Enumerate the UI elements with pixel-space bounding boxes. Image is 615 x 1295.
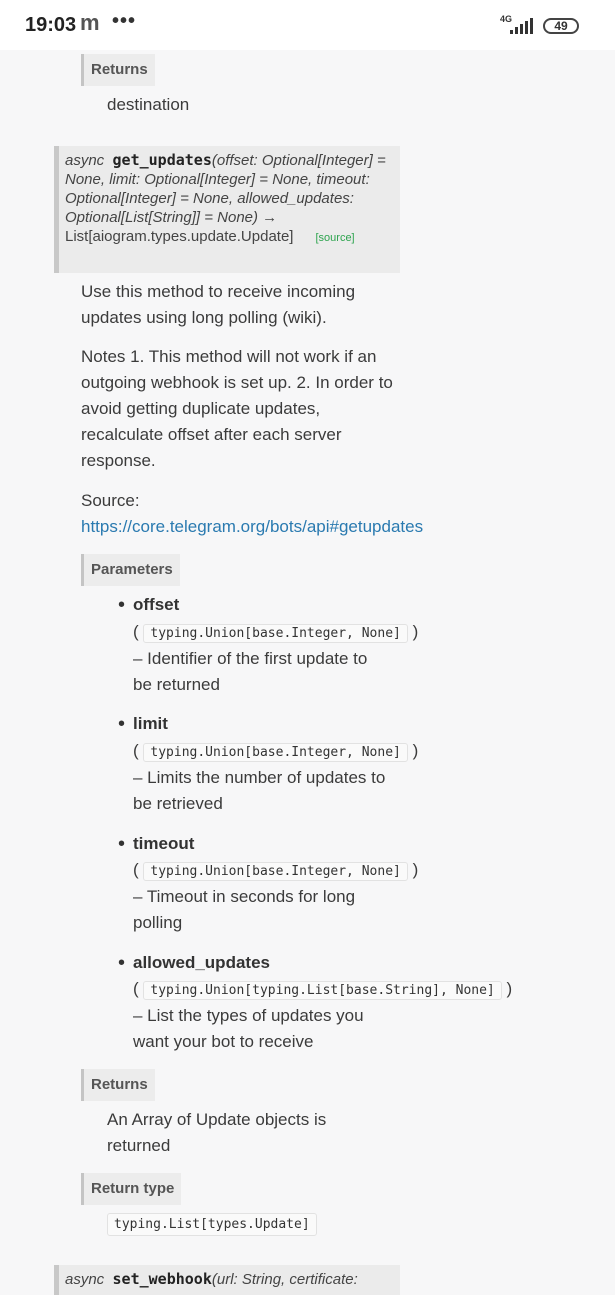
network-type: 4G (500, 14, 513, 24)
returns-label: Returns (81, 54, 155, 86)
parameters-label: Parameters (81, 554, 180, 586)
param-type-timeout: ( typing.Union[base.Integer, None] ) (133, 860, 419, 879)
param-desc-line: polling (133, 913, 183, 932)
param-desc-line: – List the types of updates you (133, 1006, 364, 1025)
signature-text: (url: String, certificate: (211, 1271, 358, 1288)
notes-line: avoid getting duplicate updates, (81, 399, 321, 418)
param-desc-allowed-updates (133, 1003, 403, 1055)
bullet-icon: • (118, 952, 126, 974)
param-desc-offset (133, 646, 403, 698)
next-method-signature (54, 1265, 400, 1295)
param-type-code: typing.Union[typing.List[base.String], None] (143, 981, 501, 1000)
returns-text-line: returned (107, 1136, 171, 1155)
returns-label: Returns (81, 1069, 155, 1101)
more-notifications-icon: ••• (112, 10, 137, 32)
notes-line: Notes 1. This method will not work if an (81, 347, 377, 366)
param-type-offset: ( typing.Union[base.Integer, None] ) (133, 622, 419, 641)
signature-text: Optional[Integer] = None, allowed_updates: (65, 190, 354, 207)
param-desc-line: be retrieved (133, 794, 223, 813)
param-name-limit: limit (133, 714, 168, 733)
app-notification-icon: m (80, 10, 100, 35)
method-signature (54, 146, 400, 273)
signal-icon (510, 18, 534, 34)
return-type-code: typing.List[types.Update] (107, 1213, 317, 1236)
notes-line: outgoing webhook is set up. 2. In order to (81, 373, 393, 392)
source-link[interactable]: [source] (315, 232, 355, 244)
async-keyword: async (65, 1271, 105, 1288)
status-bar (0, 0, 615, 50)
returns-value: destination (107, 95, 190, 114)
param-type-allowed-updates: ( typing.Union[typing.List[base.String], None] ) (133, 979, 513, 998)
signature-text: None, limit: Optional[Integer] = None, timeout: (65, 171, 370, 188)
bullet-icon: • (118, 713, 126, 735)
signature-text: (offset: Optional[Integer] = (211, 152, 386, 169)
param-name-timeout: timeout (133, 834, 195, 853)
notes-line: response. (81, 451, 156, 470)
param-type-limit: ( typing.Union[base.Integer, None] ) (133, 741, 419, 760)
source-url-link[interactable]: https://core.telegram.org/bots/api#getupdates (81, 517, 424, 536)
param-type-code: typing.Union[base.Integer, None] (143, 624, 407, 643)
signature-text: Optional[List[String]] = None) → (65, 209, 278, 226)
bullet-icon: • (118, 594, 126, 616)
description-line: Use this method to receive incoming (81, 282, 356, 301)
status-time: 19:03 (25, 14, 77, 36)
async-keyword: async (65, 152, 105, 169)
notes-line: recalculate offset after each server (81, 425, 342, 444)
param-type-code: typing.Union[base.Integer, None] (143, 743, 407, 762)
battery-icon: 49 (543, 18, 579, 34)
param-desc-line: be returned (133, 675, 220, 694)
return-type-label: Return type (81, 1173, 181, 1205)
param-desc-line: want your bot to receive (133, 1032, 314, 1051)
return-signature: List[aiogram.types.update.Update] (65, 228, 294, 245)
param-desc-line: – Timeout in seconds for long (133, 887, 356, 906)
param-desc-line: – Limits the number of updates to (133, 768, 386, 787)
param-name-offset: offset (133, 595, 180, 614)
next-method-name[interactable]: set_webhook (112, 1270, 212, 1288)
param-name-allowed-updates: allowed_updates (133, 953, 270, 972)
method-name[interactable]: get_updates (112, 151, 212, 169)
source-label: Source: (81, 491, 140, 510)
description-line: updates using long polling (wiki). (81, 308, 327, 327)
param-desc-line: – Identifier of the first update to (133, 649, 368, 668)
param-type-code: typing.Union[base.Integer, None] (143, 862, 407, 881)
param-desc-limit (133, 765, 403, 817)
param-desc-timeout (133, 884, 403, 936)
bullet-icon: • (118, 833, 126, 855)
returns-text-line: An Array of Update objects is (107, 1110, 327, 1129)
